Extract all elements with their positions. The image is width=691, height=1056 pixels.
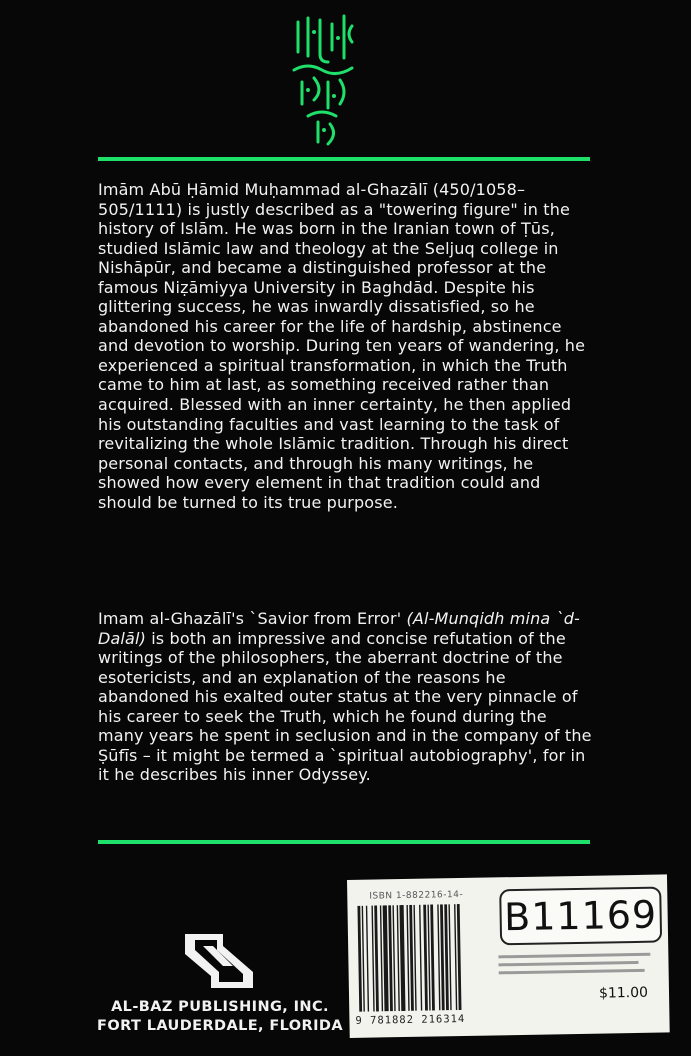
barcode-bar xyxy=(383,905,389,1011)
sku-code: B11169 xyxy=(503,892,658,940)
bottom-green-rule xyxy=(98,840,590,844)
barcode-bar xyxy=(427,905,430,1011)
description-paragraph-1: Imām Abū Ḥāmid Muḥammad al-Ghazālī (450/1058–505/1111) is justly described as a "towering figure" in the history of Islām. He was born in the Iranian town of Ṭūs, studied Islāmic law and theology at the Seljuq college in Nishāpūr, and became a distinguished professor at the famous Niẓāmiyya University in Baghdād. Despite his glittering success, he was inwardly dissatisfied, so he abandoned his career for the life of hardship, abstinence and devotion to worship. During ten years of wandering, he experienced a spiritual transformation, in which the Truth came to him at last, as something received rather than acquired. Blessed with an inner certainty, he then applied his outstanding faculties and vast learning to the task of revitalizing the whole Islāmic tradition. Through his direct personal contacts, and through his many writings, he showed how every element in that tradition could and should be turned to its true purpose. xyxy=(98,180,586,512)
faded-description-lines xyxy=(498,951,658,982)
barcode-bar xyxy=(392,905,395,1011)
sticker-description xyxy=(498,950,667,984)
barcode-bar xyxy=(448,904,451,1010)
barcode-bar xyxy=(440,904,445,1010)
barcode-bar xyxy=(406,905,409,1011)
barcode-bar xyxy=(380,905,383,1011)
price: $11.00 xyxy=(598,984,649,1002)
barcode-bar xyxy=(457,904,462,1010)
sku-box xyxy=(499,887,662,946)
top-green-rule xyxy=(98,157,590,161)
barcode-bar xyxy=(388,905,393,1011)
barcode-bar xyxy=(413,905,416,1011)
description-paragraph-2 xyxy=(98,609,593,785)
publisher-location: FORT LAUDERDALE, FLORIDA xyxy=(97,1018,343,1034)
paragraph-2-start: Imam al-Ghazālī's `Savior from Error' xyxy=(98,609,407,628)
isbn-number: 9 781882 216314 xyxy=(355,1012,466,1027)
barcode-bar xyxy=(423,905,428,1011)
barcode-bar xyxy=(374,905,379,1011)
barcode-bar xyxy=(366,906,369,1012)
isbn-top-text: ISBN 1-882216-14- xyxy=(369,889,464,902)
barcode-bar xyxy=(399,905,405,1011)
paragraph-2-end: is both an impressive and concise refutation of the writings of the philosophers, the aberrant doctrine of the esotericists, and an explanation of the reasons he abandoned his exalted outer status at the very pinnacle of his career to seek the Truth, which he found during the many years he spent in seclusion and in the company of the Ṣūfīs – it might be termed a `spiritual autobiography', for in it he describes his inner Odyssey. xyxy=(98,628,592,785)
barcode-bar xyxy=(444,904,449,1010)
barcode-bar xyxy=(437,904,440,1010)
barcode-bar xyxy=(419,905,422,1011)
isbn-barcode xyxy=(353,903,503,1012)
publisher-name: AL-BAZ PUBLISHING, INC. xyxy=(111,999,329,1015)
arabic-calligraphy-emblem xyxy=(288,12,360,152)
barcode-bar xyxy=(357,906,362,1012)
price-sticker xyxy=(347,874,670,1038)
barcode-bar xyxy=(409,905,414,1011)
book-title-arabic: (Al-Munqidh mina `d-Dalāl) xyxy=(98,609,580,648)
barcode-bar xyxy=(454,904,457,1010)
barcode-bar xyxy=(371,906,374,1012)
barcode-bar xyxy=(430,905,435,1011)
barcode-bar xyxy=(362,906,365,1012)
barcode-bar xyxy=(397,905,400,1011)
publisher-logo-icon xyxy=(183,932,255,990)
